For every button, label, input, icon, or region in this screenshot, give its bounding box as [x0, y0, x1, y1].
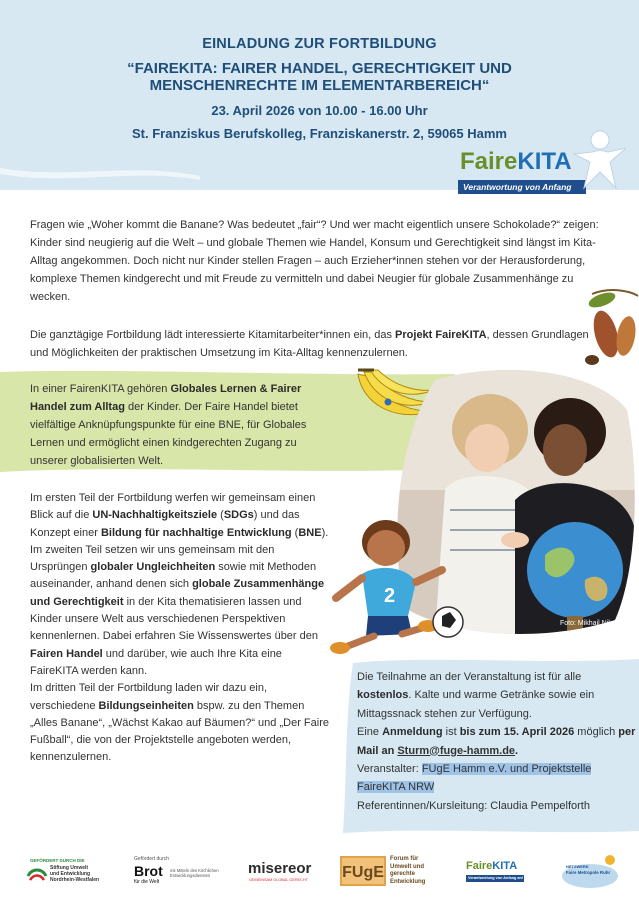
title-invitation: EINLADUNG ZUR FORTBILDUNG [202, 36, 437, 52]
organizer-highlight: FUgE Hamm e.V. und Projektstelle FaireKITA NRW [357, 763, 592, 794]
cocoa-icon [582, 286, 639, 368]
photo-credit: Foto: Mikhail Nilov [560, 620, 618, 627]
header-block [0, 36, 639, 141]
bfdw-sub: für die Welt [134, 879, 160, 885]
program-paragraphs: Im ersten Teil der Fortbildung werfen wir gemeinsam einen Blick auf die UN-Nachhaltigkeitsziele (SDGs) und das Konzept einer Bildung für nachhaltige Entwicklung (BNE). Im zweiten Teil setzen wir uns gemeinsam mit den Ursprüngen globaler Ungleichheiten sowie mit Methoden auseinander, anhand denen sich globale Zusammenhänge und Gerechtigkeit in der Kita thematisieren lassen und Kinder unsere Welt aus verschiedenen Perspektiven kennenlernen. Dabei erfahren Sie Wissenswertes über den Fairen Handel und darüber, wie auch Ihre Kita eine FaireKITA werden kann. Im dritten Teil der Fortbildung laden wir dazu ein, verschiedene Bildungseinheiten bspw. zu den Themen „Alles Banane“, „Wächst Kakao auf Bäumen?“ und „Der Faire Fußball“, die von der Projektstelle angeboten werden, kennenzulernen. [30, 492, 329, 764]
intro-paragraph: Fragen wie „Woher kommt die Banane? Was bedeutet „fair“? Und wer macht eigentlich unsere Schokolade?“ zeigen: Kinder sind neugierig auf die Welt – und globale Themen wie Handel, Konsum und Gerechtigkeit sind längst im Kita-Alltag angekommen. Doch nicht nur Kinder stellen Fragen – auch Erzieher*innen stehen vor der Herausforderung, komplexe Themen kindgerecht und mit Freude zu vermitteln und dabei Neugier für globale Zusammenhänge zu wecken. [30, 219, 599, 303]
sue-text: Stiftung Umwelt und Entwicklung Nordrhein-Westfalen [50, 865, 100, 883]
misereor-sub: GEMEINSAM GLOBAL GERECHT [249, 878, 308, 882]
event-location: St. Franziskus Berufskolleg, Franziskanerstr. 2, 59065 Hamm [132, 126, 507, 141]
registration-info: Die Teilnahme an der Veranstaltung ist für alle kostenlos. Kalte und warme Getränke sowie ein Mittagssnack stehen zur Verfügung. Eine Anmeldung ist bis zum 15. April 2026 möglich per Mail an Sturm@fuge-hamm.de. Veranstalter: FUgE Hamm e.V. und Projektstelle FaireKITA NRW Referentinnen/Kursleitung: Claudia Pempelforth [357, 668, 637, 815]
event-date: 23. April 2026 von 10.00 - 16.00 Uhr [211, 103, 428, 118]
fairekita-logo: FaireKITA Verantwortung von Anfang an! [450, 128, 628, 198]
email-link[interactable]: Sturm@fuge-hamm.de [397, 744, 516, 757]
svg-text:2: 2 [384, 585, 396, 607]
sue-logo [26, 866, 48, 882]
fuge-logo: FUgE [340, 856, 386, 886]
bfdw-side: mit Mitteln des Kirchlichen Entwicklungsdienstes [170, 868, 219, 878]
project-paragraph: Die ganztägige Fortbildung lädt interessierte Kitamitarbeiter*innen ein, das Projekt FaireKITA, dessen Grundlagen und Möglichkeiten der praktischen Umsetzung im Kita-Alltag kennenzulernen. [30, 329, 589, 359]
bfdw-brot: Brot [134, 863, 163, 879]
sue-top: GEFÖRDERT DURCH DIE [30, 858, 85, 863]
title-topic: “FAIREKITA: FAIRER HANDEL, GERECHTIGKEIT UND MENSCHENRECHTE IM ELEMENTARBEREICH“ [127, 60, 512, 94]
network-main: Faire Metropole Ruhr [566, 870, 611, 875]
logo-tagline: Verantwortung von Anfang an! [458, 180, 586, 194]
fuge-text: Forum für Umwelt und gerechte Entwicklung [390, 856, 426, 885]
fairekita-footer-logo: FaireKITA [466, 860, 518, 872]
fairekita-footer-tagline: Verantwortung von Anfang an! [468, 876, 524, 880]
sponsor-footer [0, 846, 639, 897]
star-figure-icon [570, 128, 628, 190]
fairekita-paragraph: In einer FairenKITA gehören Globales Lernen & Fairer Handel zum Alltag der Kinder. Der Faire Handel bietet vielfältige Anknüpfungspunkte für eine BNE, für Globales Lernen und ermöglicht einen kindgerechten Zugang zu unserer globalisierten Welt. [30, 383, 307, 467]
network-top: NETZWERK [566, 864, 589, 869]
soccer-boy-illustration [318, 512, 468, 658]
speaker-line: Referentinnen/Kursleitung: Claudia Pempelforth [357, 799, 590, 812]
misereor-logo: misereor [248, 860, 312, 877]
bfdw-top: Gefördert durch [134, 856, 170, 862]
